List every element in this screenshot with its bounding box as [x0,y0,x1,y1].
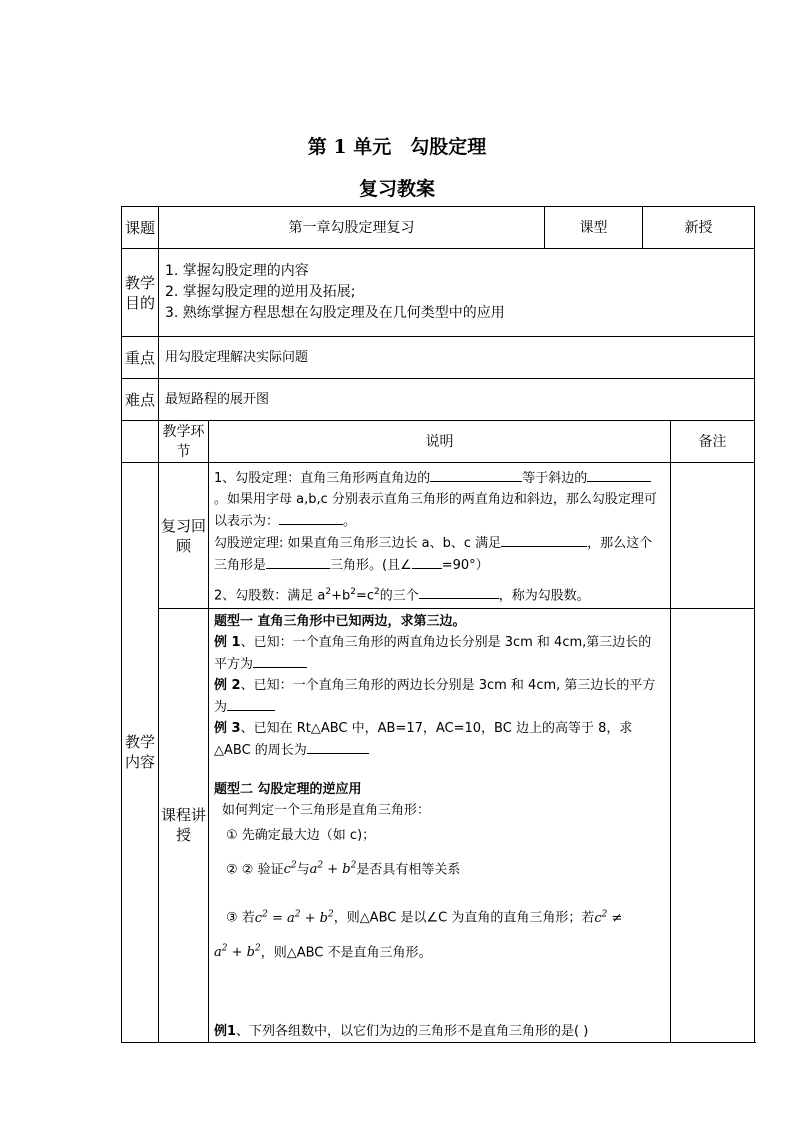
page-title: 第 1 单元 勾股定理 [307,136,487,158]
difficult-label: 难点 [122,379,159,421]
blank [501,532,587,547]
review-row [122,463,755,609]
difficult-text: 最短路程的展开图 [159,379,755,421]
key-text: 用勾股定理解决实际问题 [159,337,755,379]
example-3: 例 3、已知在 Rt△ABC 中，AB=17，AC=10，BC 边上的高等于 8，求△ABC 的周长为 [214,721,633,758]
blank [307,739,369,754]
review-line-3: 2、勾股数：满足 $a^2+b^2=c^2$的三个 ，称为勾股数。 [214,582,664,606]
lesson-plan-table [121,206,755,1043]
topic-label: 课题 [122,207,159,249]
key-row [122,337,755,379]
blank [419,584,499,599]
goal-item: 1. 掌握勾股定理的内容 [165,263,309,279]
difficult-row [122,379,755,421]
review-line-1: 1、勾股定理：直角三角形两直角边的 等于斜边的。如果用字母 a,b,c 分别表示直角三角形的两直角边和斜边，那么勾股定理可以表示为： 。 [214,467,664,532]
header-empty [122,421,159,463]
blank [587,467,651,482]
type1-heading: 题型一 直角三角形中已知两边，求第三边。 [214,614,466,629]
review-content [209,463,671,609]
goals-row [122,249,755,337]
blank [279,510,343,525]
blank [412,554,442,569]
review-note [671,463,755,609]
header-stage: 教学环节 [159,421,209,463]
topic-value: 第一章勾股定理复习 [159,207,545,249]
step-3: ③ 若$c^2 = a^2 + b^2$，则△ABC 是以∠C 为直角的直角三角形；若$c^2$ ≠ [226,909,623,926]
topic-row [122,207,755,249]
lesson-note [671,609,755,1043]
blank [227,696,275,711]
blank [266,554,330,569]
example-2: 例 2、已知：一个直角三角形的两边长分别是 3cm 和 4cm, 第三边长的平方为 [214,678,656,715]
blank [430,467,522,482]
header-row [122,421,755,463]
type-label: 课型 [545,207,643,249]
content-label: 教学内容 [122,463,159,1043]
lesson-label: 课程讲授 [159,609,209,1043]
step-1: ① 先确定最大边（如 c)； [226,828,376,843]
type-value: 新授 [643,207,755,249]
goal-item: 3. 熟练掌握方程思想在勾股定理及在几何类型中的应用 [165,305,505,321]
lesson-row [122,609,755,1043]
header-desc: 说明 [209,421,671,463]
header-note: 备注 [671,421,755,463]
type2-heading: 题型二 勾股定理的逆应用 [214,782,362,797]
step-2: ② ② 验证$c^2$与$a^2 + b^2$是否具有相等关系 [226,861,461,878]
goals-label: 教学目的 [122,249,159,337]
goals-list [159,249,755,337]
blank [253,653,307,668]
step-3-cont: $a^2 + b^2$，则△ABC 不是直角三角形。 [214,943,432,960]
example-last: 例1、下列各组数中，以它们为边的三角形不是直角三角形的是( ) [214,1023,589,1039]
key-label: 重点 [122,337,159,379]
review-line-2: 勾股逆定理: 如果直角三角形三边长 a、b、c 满足 ，那么这个三角形是 三角形。(且∠ =90°） [214,532,664,576]
review-label: 复习回顾 [159,463,209,609]
lesson-content [209,609,671,1043]
page-subtitle: 复习教案 [358,178,435,200]
how-text: 如何判定一个三角形是直角三角形： [222,803,431,818]
goal-item: 2. 掌握勾股定理的逆用及拓展; [165,284,356,300]
example-1: 例 1、已知：一个直角三角形的两直角边长分别是 3cm 和 4cm,第三边长的平方为 [214,635,652,672]
